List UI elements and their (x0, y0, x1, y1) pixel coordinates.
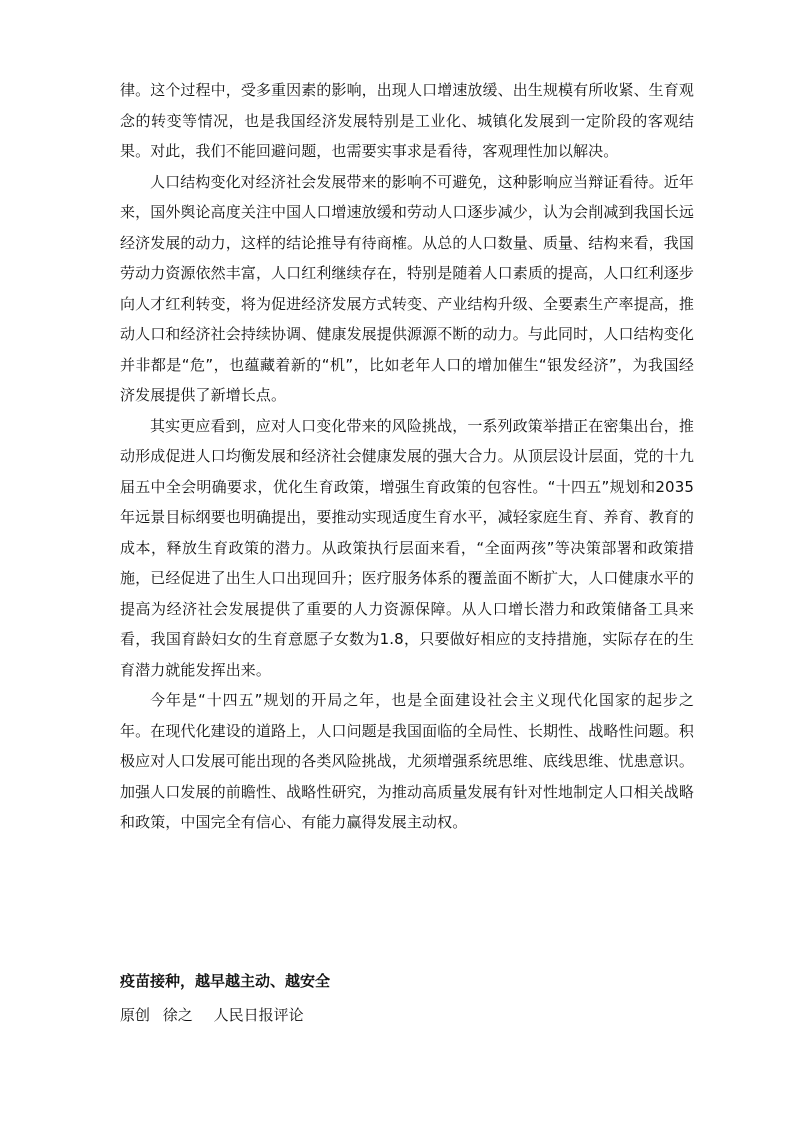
article-headline: 疫苗接种，越早越主动、越安全 (120, 972, 331, 990)
byline-author: 徐之 (162, 1006, 193, 1024)
paragraph-4: 今年是“十四五”规划的开局之年，也是全面建设社会主义现代化国家的起步之年。在现代化建设的道路上，人口问题是我国面临的全局性、长期性、战略性问题。积极应对人口发展可能出现的各类风险挑战，尤须增强系统思维、底线思维、忧患意识。加强人口发展的前瞻性、战略性研究，为推动高质量发展有针对性地制定人口相关战略和政策，中国完全有信心、有能力赢得发展主动权。 (120, 691, 694, 831)
next-article-header (120, 966, 694, 1030)
article-body (120, 75, 694, 838)
byline-type: 原创 (120, 1006, 151, 1024)
paragraph-3: 其实更应看到，应对人口变化带来的风险挑战，一系列政策举措正在密集出台，推动形成促进人口均衡发展和经济社会健康发展的强大合力。从顶层设计层面，党的十九届五中全会明确要求，优化生育政策，增强生育政策的包容性。“十四五”规划和2035年远景目标纲要也明确提出，要推动实现适度生育水平，减轻家庭生育、养育、教育的成本，释放生育政策的潜力。从政策执行层面来看，“全面两孩”等决策部署和政策措施，已经促进了出生人口出现回升；医疗服务体系的覆盖面不断扩大，人口健康水平的提高为经济社会发展提供了重要的人力资源保障。从人口增长潜力和政策储备工具来看，我国育龄妇女的生育意愿子女数为1.8，只要做好相应的支持措施，实际存在的生育潜力就能发挥出来。 (120, 416, 694, 679)
paragraph-2: 人口结构变化对经济社会发展带来的影响不可避免，这种影响应当辩证看待。近年来，国外舆论高度关注中国人口增速放缓和劳动人口逐步减少，认为会削减到我国长远经济发展的动力，这样的结论推导有待商榷。从总的人口数量、质量、结构来看，我国劳动力资源依然丰富，人口红利继续存在，特别是随着人口素质的提高，人口红利逐步向人才红利转变，将为促进经济发展方式转变、产业结构升级、全要素生产率提高，推动人口和经济社会持续协调、健康发展提供源源不断的动力。与此同时，人口结构变化并非都是“危”，也蕴藏着新的“机”，比如老年人口的增加催生“银发经济”，为我国经济发展提供了新增长点。 (120, 172, 694, 404)
paragraph-1: 律。这个过程中，受多重因素的影响，出现人口增速放缓、出生规模有所收紧、生育观念的转变等情况，也是我国经济发展特别是工业化、城镇化发展到一定阶段的客观结果。对此，我们不能回避问题，也需要实事求是看待，客观理性加以解决。 (120, 81, 694, 160)
byline-source: 人民日报评论 (213, 1006, 304, 1024)
article-byline (120, 1000, 694, 1030)
